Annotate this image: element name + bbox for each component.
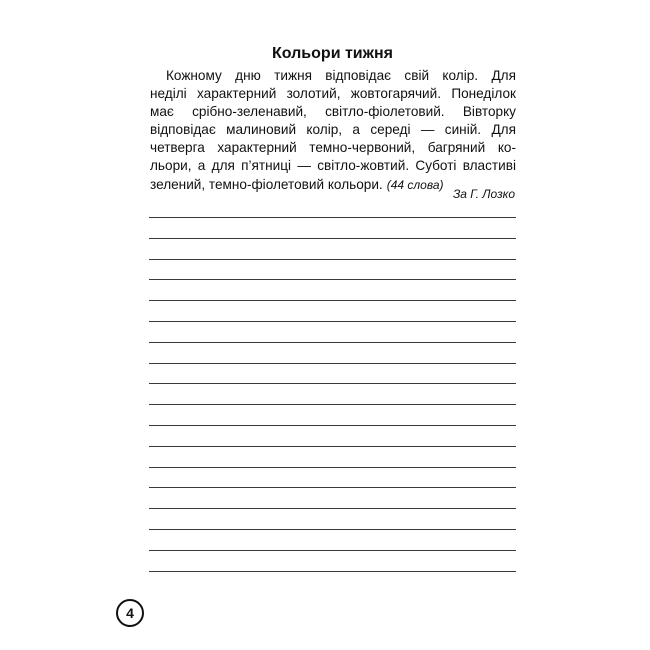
word-count: (44 слова)	[386, 177, 444, 192]
text-word: тижня	[274, 68, 312, 83]
writing-line	[149, 342, 516, 343]
text-word: срібно-зеленавий,	[192, 104, 307, 120]
page-number: 4	[116, 599, 144, 627]
text-line	[150, 157, 516, 175]
writing-line	[149, 321, 516, 322]
text-word: льори,	[150, 158, 192, 174]
text-word: характерний	[217, 140, 297, 156]
text-word: світло-фіолетовий.	[325, 104, 445, 120]
text-word: п’ятниці	[241, 158, 292, 174]
writing-line	[149, 508, 516, 509]
writing-line	[149, 467, 516, 468]
text-word: середі	[370, 122, 411, 138]
text-line	[150, 67, 516, 85]
writing-line	[149, 571, 516, 572]
writing-line	[149, 529, 516, 530]
page-title: Кольори тижня	[272, 45, 393, 62]
text-word: —	[297, 158, 311, 174]
writing-line	[149, 425, 516, 426]
text-word: Понеділок	[451, 86, 516, 102]
text-word: колір,	[306, 122, 343, 138]
writing-line	[149, 238, 516, 239]
text-word: жовтогарячий.	[350, 86, 442, 102]
text-word: багряний	[427, 140, 486, 156]
text-line	[150, 121, 516, 139]
writing-line	[149, 300, 516, 301]
text-word: Для	[491, 68, 516, 83]
writing-line	[149, 487, 516, 488]
text-word: темно-червоний,	[309, 140, 416, 156]
text-word: світло-жовтий.	[317, 158, 410, 174]
dictation-text	[150, 67, 516, 194]
text-line	[150, 103, 516, 121]
writing-line	[149, 404, 516, 405]
writing-line	[149, 550, 516, 551]
text-line	[150, 139, 516, 157]
writing-line	[149, 217, 516, 218]
text-word: відповідає	[150, 122, 216, 138]
text-word: Вівторку	[462, 104, 516, 120]
text-word: колір.	[442, 68, 479, 83]
text-word: властиві	[462, 158, 516, 174]
writing-line	[149, 279, 516, 280]
text-word: має	[150, 104, 174, 120]
text-word: а	[197, 158, 206, 174]
last-line-text: зелений, темно-фіолетовий кольори.	[150, 176, 383, 192]
text-word: малиновий	[226, 122, 297, 138]
text-word: дню	[235, 68, 261, 83]
writing-line	[149, 446, 516, 447]
writing-line	[149, 383, 516, 384]
text-word: синій.	[444, 122, 482, 138]
text-word: ко-	[497, 140, 516, 156]
text-word: відповідає	[325, 68, 392, 83]
author-attribution: За Г. Лозко	[452, 187, 515, 201]
text-word: неділі	[150, 86, 187, 102]
text-word: золотий,	[286, 86, 341, 102]
text-word: для	[211, 158, 235, 174]
text-word: а	[352, 122, 360, 138]
text-word: —	[420, 122, 435, 138]
writing-line	[149, 363, 516, 364]
text-word: свій	[404, 68, 430, 83]
text-word: Кожному	[166, 68, 222, 83]
text-line	[150, 85, 516, 103]
writing-line	[149, 259, 516, 260]
text-word: Для	[491, 122, 516, 138]
text-word: четверга	[150, 140, 205, 156]
writing-lines-area	[149, 217, 516, 587]
text-word: Суботі	[415, 158, 457, 174]
text-word: характерний	[196, 86, 277, 102]
